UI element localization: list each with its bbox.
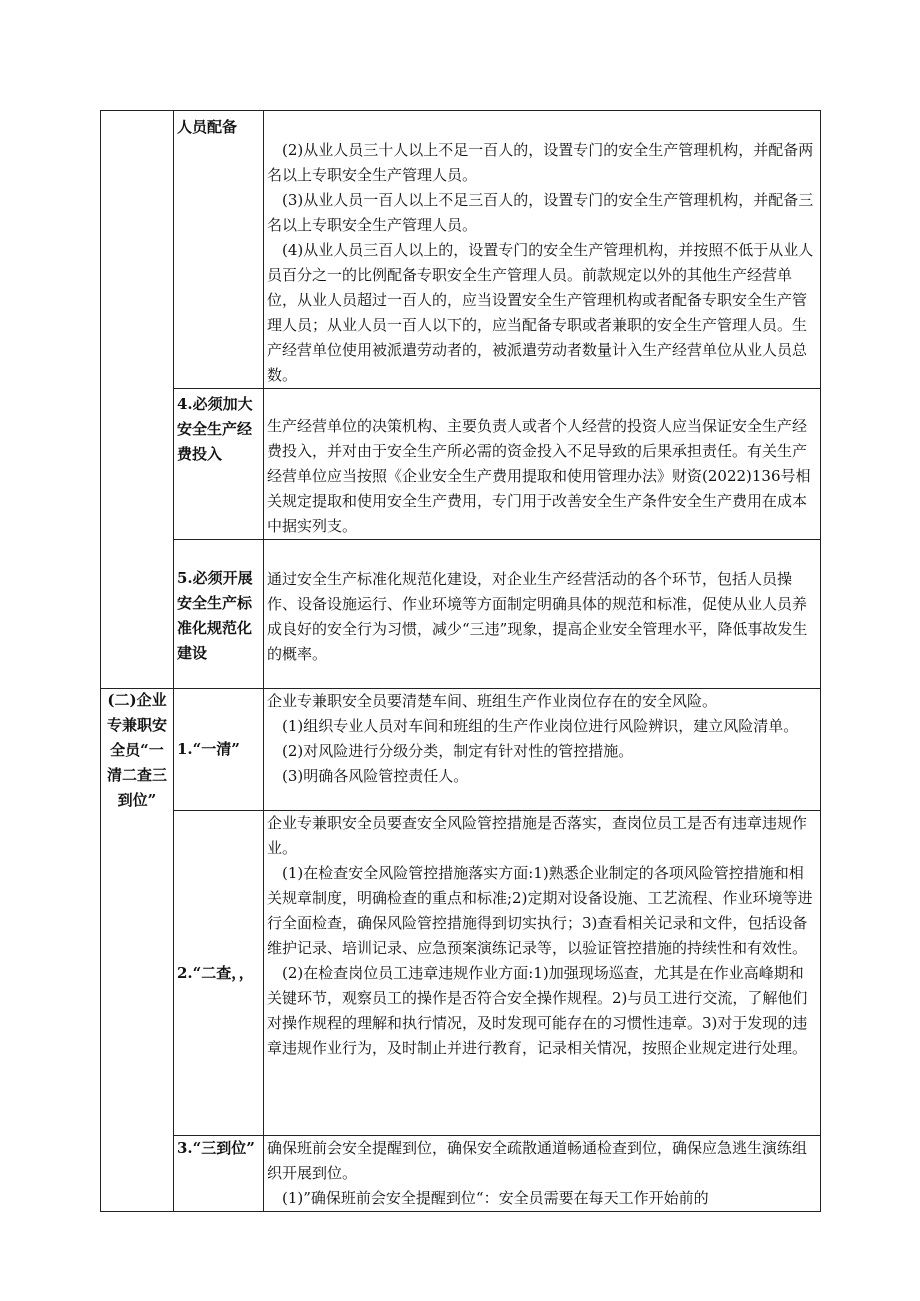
body-cell bbox=[264, 540, 821, 689]
body-cell bbox=[264, 689, 821, 811]
body-paragraph: (1)在检查安全风险管控措施落实方面:1)熟悉企业制定的各项风险管控措施和相关规章制度，明确检查的重点和标准;2)定期对设备设施、工艺流程、作业环境等进行全面检查，确保风险管控措施得到切实执行；3)查看相关记录和文件，包括设备维护记录、培训记录、应急预案演练记录等，以验证管控措施的持续性和有效性。 bbox=[267, 864, 813, 957]
body-paragraph: 生产经营单位的决策机构、主要负责人或者个人经营的投资人应当保证安全生产经费投入，并对由于安全生产所必需的资金投入不足导致的后果承担责任。有关生产经营单位应当按照《企业安全生产费用提取和使用管理办法》财资(2022)136号相关规定提取和使用安全生产费用，专门用于改善安全生产条件安全生产费用在成本中据实列支。 bbox=[267, 417, 811, 535]
regulation-table bbox=[100, 110, 821, 1212]
body-cell bbox=[264, 1136, 821, 1212]
item-cell bbox=[174, 1136, 264, 1212]
table-row bbox=[101, 111, 821, 389]
table-row bbox=[101, 1136, 821, 1212]
item-label: 2.“二查，， bbox=[177, 963, 254, 982]
body-paragraph: (2)对风险进行分级分类，制定有针对性的管控措施。 bbox=[282, 742, 634, 760]
item-label: 人员配备 bbox=[177, 118, 238, 136]
table-row bbox=[101, 389, 821, 540]
body-intro: 企业专兼职安全员要查安全风险管控措施是否落实，查岗位员工是否有违章违规作业。 bbox=[267, 814, 808, 857]
body-intro: 确保班前会安全提醒到位，确保安全疏散通道畅通检查到位，确保应急逃生演练组织开展到位。 bbox=[267, 1139, 808, 1182]
item-label: 4.必须加大安全生产经费投入 bbox=[177, 395, 253, 463]
item-cell bbox=[174, 811, 264, 1136]
body-cell bbox=[264, 111, 821, 389]
item-label: 3.“三到位” bbox=[177, 1139, 255, 1157]
body-cell bbox=[264, 389, 821, 540]
table-row bbox=[101, 540, 821, 689]
body-paragraph: (3)明确各风险管控责任人。 bbox=[282, 767, 469, 785]
body-paragraph: (1)组织专业人员对车间和班组的生产作业岗位进行风险辨识，建立风险清单。 bbox=[282, 717, 799, 735]
table-row bbox=[101, 811, 821, 1136]
item-cell bbox=[174, 540, 264, 689]
body-paragraph: (4)从业人员三百人以上的，设置专门的安全生产管理机构，并按照不低于从业人员百分之一的比例配备专职安全生产管理人员。前款规定以外的其他生产经营单位，从业人员超过一百人的，应当设置安全生产管理机构或者配备专职安全生产管理人员；从业人员一百人以下的，应当配备专职或者兼职的安全生产管理人员。生产经营单位使用被派遣劳动者的，被派遣劳动者数量计入生产经营单位从业人员总数。 bbox=[267, 241, 814, 384]
item-cell bbox=[174, 389, 264, 540]
item-label: 5.必须开展安全生产标准化规范化建设 bbox=[177, 569, 253, 662]
item-label: 1.“一清” bbox=[177, 740, 240, 758]
section-cell-empty bbox=[101, 111, 174, 689]
body-paragraph: (3)从业人员一百人以上不足三百人的，设置专门的安全生产管理机构，并配备三名以上专职安全生产管理人员。 bbox=[267, 191, 814, 234]
section-title-cell bbox=[101, 689, 174, 1212]
table-row bbox=[101, 689, 821, 811]
body-intro: 企业专兼职安全员要清楚车间、班组生产作业岗位存在的安全风险。 bbox=[267, 692, 718, 710]
body-paragraph: 通过安全生产标准化规范化建设，对企业生产经营活动的各个环节，包括人员操作、设备设施运行、作业环境等方面制定明确具体的规范和标准，促使从业人员养成良好的安全行为习惯，减少“三违”现象，提高企业安全管理水平，降低事故发生的概率。 bbox=[267, 570, 808, 663]
body-cell bbox=[264, 811, 821, 1136]
item-cell bbox=[174, 689, 264, 811]
body-paragraph: (2)在检查岗位员工违章违规作业方面:1)加强现场巡查，尤其是在作业高峰期和关键环节，观察员工的操作是否符合安全操作规程。2)与员工进行交流，了解他们对操作规程的理解和执行情况，及时发现可能存在的习惯性违章。3)对于发现的违章违规作业行为，及时制止并进行教育，记录相关情况，按照企业规定进行处理。 bbox=[267, 964, 808, 1057]
item-cell bbox=[174, 111, 264, 389]
body-paragraph: (2)从业人员三十人以上不足一百人的，设置专门的安全生产管理机构，并配备两名以上专职安全生产管理人员。 bbox=[267, 141, 814, 184]
body-paragraph: (1)”确保班前会安全提醒到位“：安全员需要在每天工作开始前的 bbox=[282, 1189, 709, 1207]
section-title: (二)企业专兼职安全员“一清二查三到位” bbox=[106, 691, 167, 809]
